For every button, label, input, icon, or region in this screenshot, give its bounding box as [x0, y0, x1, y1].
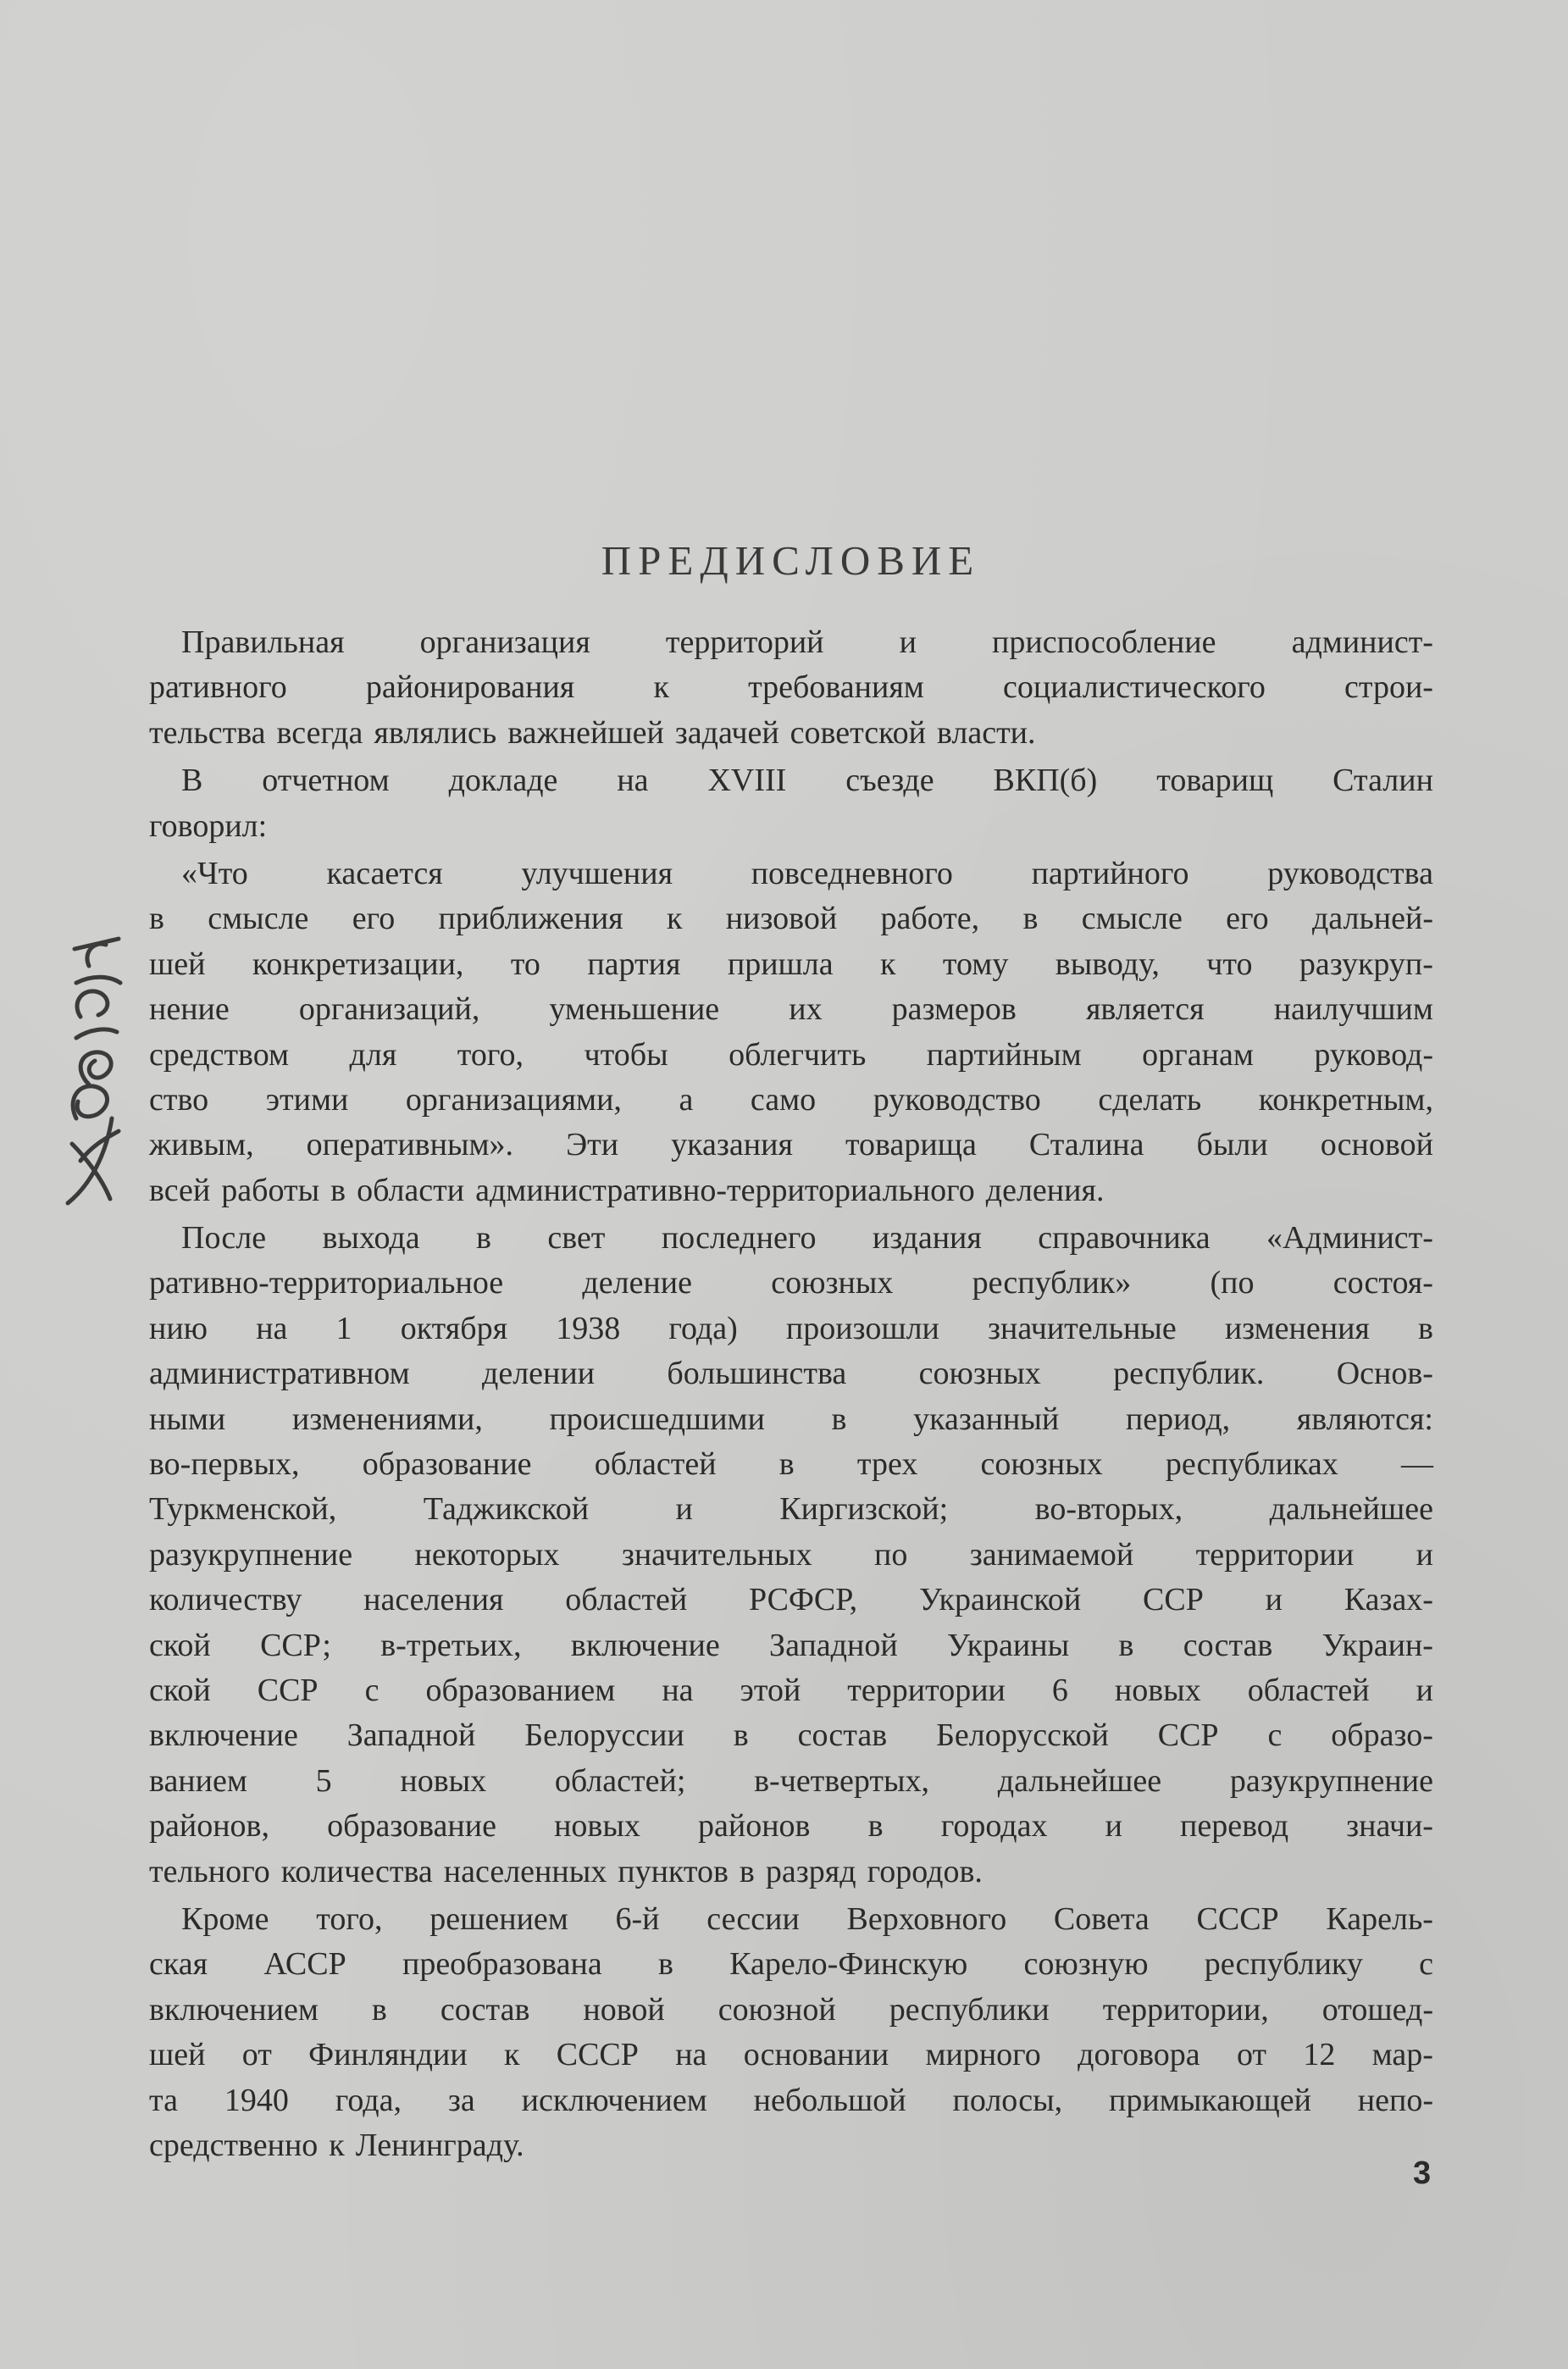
- text-line: всей работы в области административно-территориального деления.: [149, 1172, 1105, 1208]
- text-line: та 1940 года, за исключением небольшой полосы, примыкающей непо-: [149, 2082, 1433, 2118]
- text-line: ская АССР преобразована в Карело-Финскую союзную республику с: [149, 1946, 1433, 1983]
- text-line: «Что касается улучшения повседневного партийного руководства: [181, 855, 1433, 891]
- text-line: количеству населения областей РСФСР, Украинской ССР и Казах-: [149, 1582, 1433, 1618]
- text-line: В отчетном докладе на XVIII съезде ВКП(б) товарищ Сталин: [181, 763, 1433, 799]
- text-line: нию на 1 октября 1938 года) произошли значительные изменения в: [149, 1310, 1433, 1346]
- text-line: тельного количества населенных пунктов в разряд городов.: [149, 1853, 983, 1889]
- text-line: нение организаций, уменьшение их размеров является наилучшим: [149, 991, 1433, 1028]
- text-line: ванием 5 новых областей; в-четвертых, дальнейшее разукрупнение: [149, 1762, 1433, 1799]
- text-line: ство этими организациями, а само руководство сделать конкретным,: [149, 1081, 1433, 1118]
- page-title: ПРЕДИСЛОВИЕ: [601, 536, 981, 584]
- text-line: тельства всегда являлись важнейшей задачей советской власти.: [149, 714, 1036, 751]
- text-line: Кроме того, решением 6-й сессии Верховного Совета СССР Карель-: [181, 1900, 1433, 1937]
- text-line: административном делении большинства союзных республик. Основ-: [149, 1356, 1433, 1392]
- text-line: ской ССР с образованием на этой территории 6 новых областей и: [149, 1672, 1433, 1708]
- text-line: ративного районирования к требованиям социалистического строи-: [149, 669, 1433, 706]
- text-line: ративно-территориальное деление союзных республик» (по состоя-: [149, 1265, 1433, 1301]
- text-line: разукрупнение некоторых значительных по занимаемой территории и: [149, 1536, 1433, 1573]
- handwritten-inventory-note: [42, 864, 136, 1220]
- text-line: во-первых, образование областей в трех союзных республиках —: [149, 1446, 1433, 1483]
- body-text: [149, 620, 1433, 2168]
- text-line: включение Западной Белоруссии в состав Белорусской ССР с образо-: [149, 1717, 1433, 1754]
- text-line: ными изменениями, происшедшими в указанный период, являются:: [149, 1401, 1433, 1437]
- text-line: Правильная организация территорий и приспособление админист-: [181, 624, 1433, 660]
- text-line: После выхода в свет последнего издания справочника «Админист-: [181, 1220, 1433, 1257]
- page-number: 3: [1413, 2155, 1432, 2191]
- text-line: включением в состав новой союзной республики территории, отошед-: [149, 1991, 1433, 2028]
- text-line: районов, образование новых районов в городах и перевод значи-: [149, 1808, 1433, 1845]
- text-line: средственно к Ленинграду.: [149, 2127, 524, 2163]
- text-line: говорил:: [149, 807, 268, 844]
- text-line: средством для того, чтобы облегчить партийным органам руковод-: [149, 1036, 1433, 1073]
- text-line: ской ССР; в-третьих, включение Западной Украины в состав Украин-: [149, 1627, 1433, 1663]
- text-line: в смысле его приближения к низовой работе, в смысле его дальней-: [149, 901, 1433, 937]
- text-line: шей от Финляндии к СССР на основании мирного договора от 12 мар-: [149, 2037, 1433, 2073]
- text-line: шей конкретизации, то партия пришла к тому выводу, что разукруп-: [149, 946, 1433, 982]
- text-line: Туркменской, Таджикской и Киргизской; во-вторых, дальнейшее: [149, 1491, 1433, 1528]
- text-line: живым, оперативным». Эти указания товарища Сталина были основой: [149, 1127, 1433, 1163]
